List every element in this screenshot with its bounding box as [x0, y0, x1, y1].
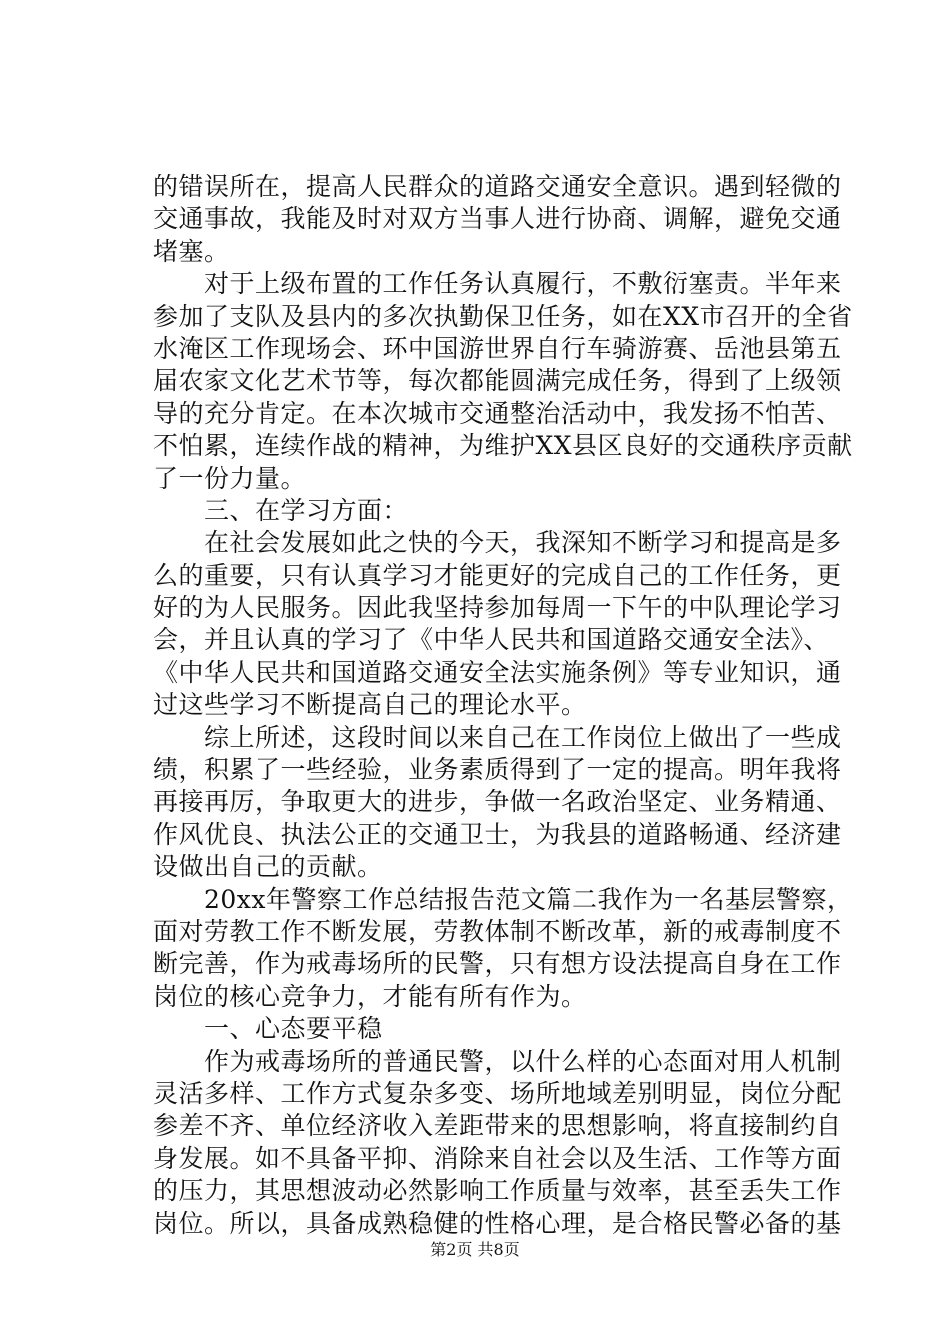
- text-line: 么的重要，只有认真学习才能更好的完成自己的工作任务，更: [153, 560, 842, 590]
- text-line: 好的为人民服务。因此我坚持参加每周一下午的中队理论学习: [153, 593, 842, 623]
- text-line: 作为戒毒场所的普通民警，以什么样的心态面对用人机制: [153, 1046, 842, 1076]
- text-line: 设做出自己的贡献。: [153, 852, 383, 882]
- section-heading: 一、心态要平稳: [153, 1014, 383, 1044]
- text-line: 导的充分肯定。在本次城市交通整治活动中，我发扬不怕苦、: [153, 398, 842, 428]
- text-line: 岗位的核心竞争力，才能有所有作为。: [153, 981, 587, 1011]
- text-line: 面对劳教工作不断发展，劳教体制不断改革，新的戒毒制度不: [153, 916, 842, 946]
- text-line: 作风优良、执法公正的交通卫士，为我县的道路畅通、经济建: [153, 819, 842, 849]
- text-line: 的压力，其思想波动必然影响工作质量与效率，甚至丢失工作: [153, 1176, 842, 1206]
- text-line: 不怕累，连续作战的精神，为维护XX县区良好的交通秩序贡献: [153, 431, 853, 461]
- text-line: 再接再厉，争取更大的进步，争做一名政治坚定、业务精通、: [153, 787, 842, 817]
- text-line: 断完善，作为戒毒场所的民警，只有想方设法提高自身在工作: [153, 949, 842, 979]
- text-line: 了一份力量。: [153, 463, 307, 493]
- text-line: 综上所述，这段时间以来自己在工作岗位上做出了一些成: [153, 722, 842, 752]
- text-line: 岗位。所以，具备成熟稳健的性格心理，是合格民警必备的基: [153, 1208, 842, 1238]
- text-line: 会，并且认真的学习了《中华人民共和国道路交通安全法》、: [153, 625, 830, 655]
- text-line: 水淹区工作现场会、环中国游世界自行车骑游赛、岳池县第五: [153, 333, 842, 363]
- text-line: 过这些学习不断提高自己的理论水平。: [153, 690, 587, 720]
- text-line: 灵活多样、工作方式复杂多变、场所地域差别明显，岗位分配: [153, 1078, 842, 1108]
- text-line: 对于上级布置的工作任务认真履行，不敷衍塞责。半年来: [153, 269, 842, 299]
- text-line: 绩，积累了一些经验，业务素质得到了一定的提高。明年我将: [153, 755, 842, 785]
- text-line: 的错误所在，提高人民群众的道路交通安全意识。遇到轻微的: [153, 172, 842, 201]
- text-line: 参加了支队及县内的多次执勤保卫任务，如在XX市召开的全省: [153, 301, 853, 331]
- text-line: 身发展。如不具备平抑、消除来自社会以及生活、工作等方面: [153, 1143, 842, 1173]
- section-heading: 三、在学习方面：: [153, 495, 409, 525]
- page-number: 第2页 共8页: [430, 1240, 520, 1259]
- text-line: 届农家文化艺术节等，每次都能圆满完成任务，得到了上级领: [153, 366, 842, 396]
- text-line: 交通事故，我能及时对双方当事人进行协商、调解，避免交通: [153, 204, 842, 234]
- text-line: 20xx年警察工作总结报告范文篇二我作为一名基层警察，: [153, 884, 853, 914]
- text-line: 《中华人民共和国道路交通安全法实施条例》等专业知识，通: [153, 657, 842, 687]
- text-line: 参差不齐、单位经济收入差距带来的思想影响，将直接制约自: [153, 1111, 842, 1141]
- text-line: 在社会发展如此之快的今天，我深知不断学习和提高是多: [153, 528, 842, 558]
- text-line: 堵塞。: [153, 236, 230, 266]
- page-footer: [0, 1240, 950, 1260]
- document-body: [153, 171, 853, 1240]
